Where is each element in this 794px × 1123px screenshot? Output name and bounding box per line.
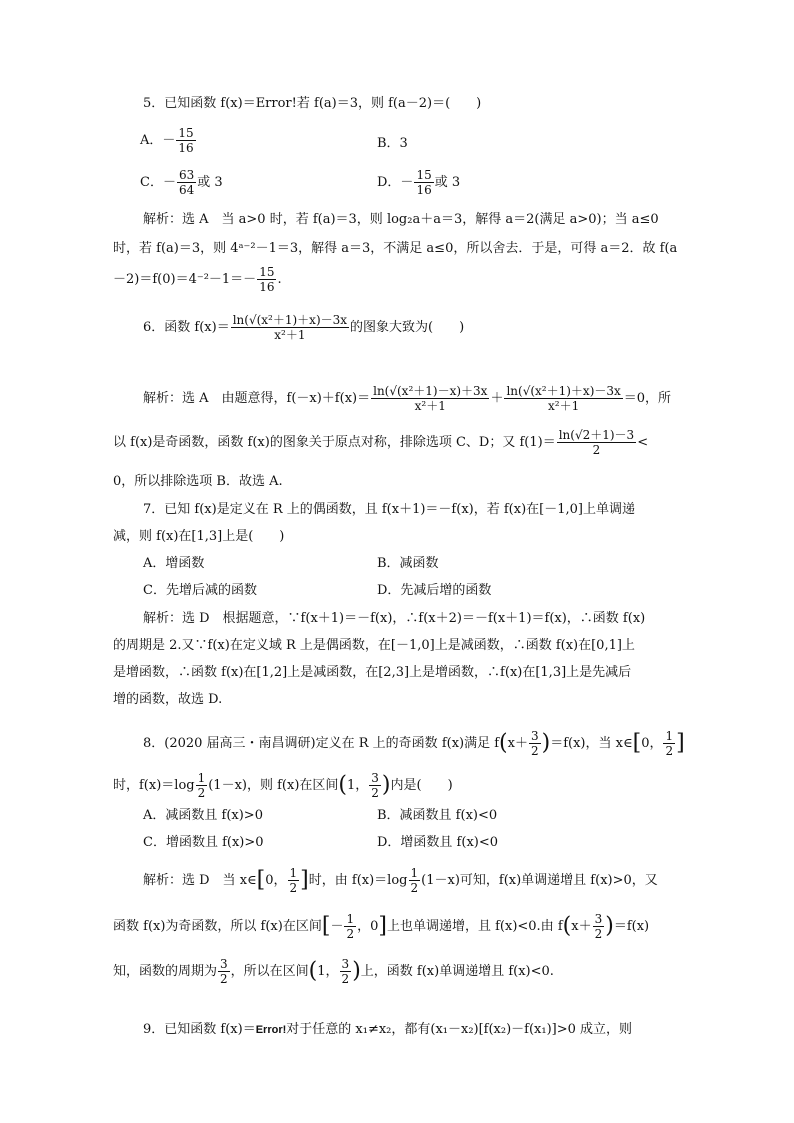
q7-option-d: D．先减后增的函数 — [377, 583, 492, 598]
q8-option-c: C．增函数且 f(x)>0 — [143, 835, 264, 850]
q7-solution-line-3: 是增函数，∴函数 f(x)在[1,2]上是减函数，在[2,3]上是增函数，∴f(x)在[1,3]上是先减后 — [113, 665, 632, 680]
q7-solution-line-1: 解析：选 D 根据题意，∵f(x＋1)＝－f(x)，∴f(x＋2)＝－f(x＋1)＝f(x)，∴函数 f(x) — [143, 611, 646, 626]
q7-solution-line-2: 的周期是 2.又∵f(x)在定义域 R 上是偶函数，在[－1,0]上是减函数，∴函数 f(x)在[0,1]上 — [113, 638, 635, 653]
q7-stem-line-1: 7．已知 f(x)是定义在 R 上的偶函数，且 f(x＋1)＝－f(x)，若 f(x)在[－1,0]上单调递 — [143, 502, 635, 517]
q6-solution-line-3: 0，所以排除选项 B．故选 A. — [113, 474, 283, 489]
q8-solution-line-2: 函数 f(x)为奇函数，所以 f(x)在区间[－ $\frac{1}{2}$ ，0]上也单调递增，且 f(x)<0.由 f(x＋ $\frac{3}{2}$ )＝f(x) — [113, 912, 650, 941]
q6-solution-line-1: 解析：选 A 由题意得，f(－x)＋f(x)＝ $\frac{\text{ln(√(x²＋1)－x)＋3x}}{\text{x²＋1}}$ ＋ $\frac{\text{ln(√(x²＋1)＋x)－3x}}{\text{x²＋1}}$ ＝0，所 — [143, 384, 672, 413]
q7-option-c: C．先增后减的函数 — [143, 583, 257, 598]
q9-stem: 9．已知函数 f(x)＝Error!对于任意的 x₁≠x₂，都有(x₁－x₂)[f(x₂)－f(x₁)]>0 成立，则 — [143, 1022, 633, 1037]
q7-option-a: A．增函数 — [143, 556, 205, 571]
q8-option-a: A．减函数且 f(x)>0 — [143, 808, 263, 823]
q6-solution-line-2: 以 f(x)是奇函数，函数 f(x)的图象关于原点对称，排除选项 C、D；又 f(1)＝ $\frac{\ln(√2+1)-3}{2}$ < — [113, 428, 649, 457]
q8-option-d: D．增函数且 f(x)<0 — [377, 835, 499, 850]
q5-option-b: B．3 — [377, 136, 408, 151]
q5-solution-line-2: 时，若 f(a)＝3，则 4ᵃ⁻²－1＝3，解得 a＝3，不满足 a≤0，所以舍去．于是，可得 a＝2．故 f(a — [113, 241, 678, 256]
q8-solution-line-3: 知，函数的周期为 $\frac{3}{2}$ ，所以在区间(1， $\frac{3}{2}$ )上，函数 f(x)单调递增且 f(x)<0. — [113, 957, 554, 986]
q6-stem: 6．函数 f(x)＝ $\frac{\text{ln(√(x²＋1)＋x)－3x}}{\text{x²＋1}}$ 的图象大致为( ) — [143, 313, 465, 342]
q7-stem-line-2: 减，则 f(x)在[1,3]上是( ) — [113, 529, 285, 544]
q8-solution-line-1: 解析：选 D 当 x∈[0， $\frac{1}{2}$ ]时，由 f(x)＝log $\frac{1}{2}$ (1－x)可知，f(x)单调递增且 f(x)>0，又 — [143, 866, 658, 895]
q7-solution-line-4: 增的函数，故选 D. — [113, 692, 223, 707]
q8-stem-line-1: 8．(2020 届高三・南昌调研)定义在 R 上的奇函数 f(x)满足 f(x＋ $\frac{3}{2}$ )＝f(x)，当 x∈[0， $\frac{1}{2}$ ] — [143, 729, 685, 758]
q5-solution-line-3: －2)＝f(0)＝4⁻²－1＝－ $\frac{15}{16}$ . — [113, 265, 282, 294]
error-marker: Error! — [255, 1024, 287, 1036]
q5-solution-line-1: 解析：选 A 当 a>0 时，若 f(a)＝3，则 log₂a＋a＝3，解得 a＝2(满足 a>0)；当 a≤0 — [143, 212, 659, 227]
q8-stem-line-2: 时，f(x)＝log $\frac{1}{2}$ (1－x)，则 f(x)在区间(1， $\frac{3}{2}$ )内是( ) — [113, 771, 453, 800]
q5-option-d: D．－ $\frac{15}{16}$ 或 3 — [377, 168, 461, 197]
q5-option-a: A．－ $\frac{15}{16}$ — [140, 126, 194, 155]
q7-option-b: B．减函数 — [377, 556, 439, 571]
q5-option-c: C．－ $\frac{63}{64}$ 或 3 — [140, 168, 223, 197]
q8-option-b: B．减函数且 f(x)<0 — [377, 808, 498, 823]
q5-stem: 5．已知函数 f(x)＝Error!若 f(a)＝3，则 f(a－2)＝( ) — [143, 96, 482, 111]
